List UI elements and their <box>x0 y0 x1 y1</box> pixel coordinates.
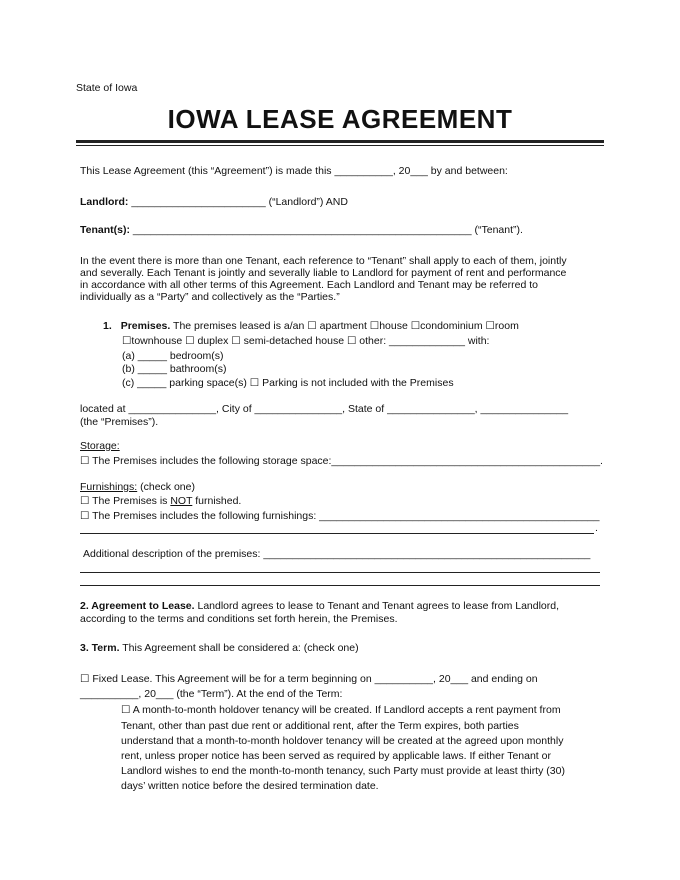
furnishings-checkbox-line[interactable]: ☐ The Premises includes the following furnishings: ________________________________________________ <box>80 510 600 522</box>
fixed-lease-date-line[interactable]: __________, 20___ (the “Term”). At the end of the Term: <box>80 688 343 700</box>
section-2-text: Landlord agrees to lease to Tenant and Tenant agrees to lease from Landlord, <box>194 600 560 612</box>
tenant-field[interactable]: __________________________________________________________ (“Tenant”). <box>132 224 523 236</box>
intro-paragraph-line: and severally. Each Tenant is jointly and severally liable to Landlord for payment of rent and performance <box>80 267 567 279</box>
intro-paragraph-line: In the event there is more than one Tenant, each reference to “Tenant” shall apply to each of them, jointly <box>80 255 567 267</box>
premises-type-options-2[interactable]: ☐townhouse ☐ duplex ☐ semi-detached house ☐ other: _____________ with: <box>122 335 490 347</box>
storage-label: Storage: <box>80 440 120 452</box>
premises-definition: (the “Premises”). <box>80 416 159 428</box>
intro-line: This Lease Agreement (this “Agreement”) is made this __________, 20___ by and between: <box>80 165 508 177</box>
not-furnished-checkbox-line[interactable] <box>80 495 241 508</box>
premises-label: Premises. <box>120 320 171 332</box>
furnishings-blank-line[interactable] <box>80 533 594 534</box>
section-3-label: 3. Term. <box>80 642 120 654</box>
not-furnished-suffix: furnished. <box>192 495 242 507</box>
landlord-label: Landlord: <box>80 196 129 208</box>
holdover-checkbox-line[interactable]: ☐ A month-to-month holdover tenancy will be created. If Landlord accepts a rent payment from <box>121 704 561 716</box>
state-label: State of Iowa <box>76 82 138 94</box>
parking-field[interactable]: (c) _____ parking space(s) ☐ Parking is not included with the Premises <box>122 377 454 389</box>
bathrooms-field[interactable]: (b) _____ bathroom(s) <box>122 363 227 375</box>
furnishings-header <box>80 481 195 494</box>
tenant-label: Tenant(s): <box>80 224 130 236</box>
intro-paragraph-line: individually as a “Party” and collectively as the “Parties.” <box>80 291 340 303</box>
furnishings-label: Furnishings: <box>80 481 138 493</box>
holdover-text-line: days’ written notice before the desired termination date. <box>121 780 379 792</box>
holdover-text-line: understand that a month-to-month holdover tenancy will be created at the agreed upon monthly <box>121 735 564 747</box>
landlord-line <box>80 196 348 209</box>
landlord-field[interactable]: _______________________ (“Landlord”) AND <box>131 196 348 208</box>
document-title: IOWA LEASE AGREEMENT <box>167 104 513 134</box>
additional-description-line[interactable]: Additional description of the premises: ________________________________________________________ <box>83 548 591 560</box>
section-2-line-2: according to the terms and conditions set forth herein, the Premises. <box>80 613 398 625</box>
premises-line-1 <box>103 320 519 333</box>
tenant-line <box>80 224 523 237</box>
premises-type-options[interactable]: The premises leased is a/an ☐ apartment ☐house ☐condominium ☐room <box>173 320 519 332</box>
section-2-label: 2. Agreement to Lease. <box>80 600 195 612</box>
section-2-line-1 <box>80 600 559 613</box>
additional-blank-line[interactable] <box>80 585 600 586</box>
title-rule-thin <box>76 145 604 146</box>
additional-blank-line[interactable] <box>80 572 600 573</box>
holdover-text-line: Landlord wishes to end the month-to-month tenancy, such Party must provide at least thirty (30) <box>121 765 565 777</box>
not-emphasis: NOT <box>170 495 193 507</box>
bedrooms-field[interactable]: (a) _____ bedroom(s) <box>122 350 224 362</box>
location-line[interactable]: located at _______________, City of _______________, State of _______________, _______________ <box>80 403 569 415</box>
holdover-text-line: Tenant, other than past due rent or additional rent, after the Term expires, both parties <box>121 720 519 732</box>
fixed-lease-checkbox-line[interactable]: ☐ Fixed Lease. This Agreement will be for a term beginning on __________, 20___ and ending on <box>80 673 538 685</box>
storage-checkbox-line[interactable]: ☐ The Premises includes the following storage space:______________________________________________. <box>80 455 603 467</box>
furnishings-line-end: . <box>595 522 598 534</box>
intro-paragraph-line: in accordance with all other terms of this Agreement. Each Landlord and Tenant may be referred to <box>80 279 538 291</box>
section-3-line <box>80 642 359 655</box>
furnishings-instruction: (check one) <box>137 481 195 493</box>
title-rule-thick <box>76 140 604 143</box>
section-3-text: This Agreement shall be considered a: (check one) <box>119 642 359 654</box>
holdover-text-line: rent, unless proper notice has been served as required by applicable laws. If either Tenant or <box>121 750 551 762</box>
not-furnished-prefix: ☐ The Premises is <box>80 495 171 507</box>
premises-number: 1. <box>103 320 112 332</box>
